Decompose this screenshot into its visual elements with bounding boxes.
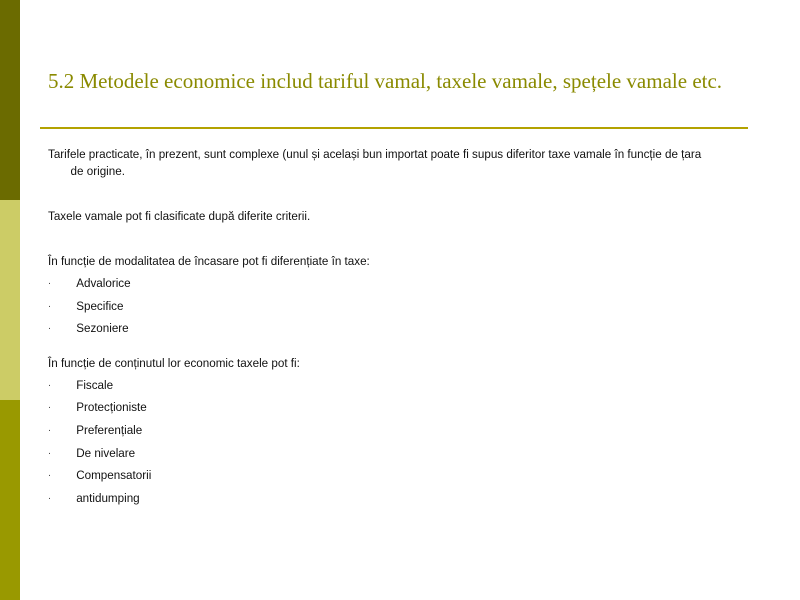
list-item: · Compensatorii: [48, 468, 152, 483]
list-item: · Preferențiale: [48, 422, 143, 437]
bullet-icon: ·: [48, 379, 52, 391]
paragraph-tariffs: Tarifele practicate, în prezent, sunt complexe (unul și același bun importat poate fi supus diferitor taxe vamale în funcție de țara de origine.: [48, 147, 702, 178]
section-collection-heading: În funcție de modalitatea de încasare pot fi diferențiate în taxe:: [48, 254, 370, 268]
bullet-icon: ·: [48, 492, 52, 504]
bullet-icon: ·: [48, 300, 52, 312]
bullet-icon: ·: [48, 323, 52, 335]
sidebar-band-olive: [0, 400, 20, 600]
list-item: · antidumping: [48, 490, 140, 505]
title-divider: [40, 127, 748, 129]
slide-body: [48, 146, 706, 512]
paragraph-classification: Taxele vamale pot fi clasificate după diferite criterii.: [48, 209, 311, 223]
bullet-icon: ·: [48, 470, 52, 482]
list-item: · De nivelare: [48, 445, 136, 460]
bullet-icon: ·: [48, 447, 52, 459]
list-item: · Fiscale: [48, 377, 114, 392]
sidebar-band-dark: [0, 0, 20, 200]
sidebar-band-light: [0, 200, 20, 400]
collection-types-list: [48, 275, 706, 337]
economic-types-list: [48, 377, 706, 507]
bullet-icon: ·: [48, 424, 52, 436]
list-item: · Protecționiste: [48, 400, 147, 415]
bullet-icon: ·: [48, 402, 52, 414]
list-item: · Advalorice: [48, 276, 131, 290]
section-economic-heading: În funcție de conținutul lor economic taxele pot fi:: [48, 355, 300, 370]
bullet-icon: ·: [48, 278, 52, 289]
list-item: · Specifice: [48, 298, 124, 313]
list-item: · Sezoniere: [48, 321, 129, 336]
slide-title: 5.2 Metodele economice includ tariful vamal, taxele vamale, spețele vamale etc.: [48, 69, 723, 93]
